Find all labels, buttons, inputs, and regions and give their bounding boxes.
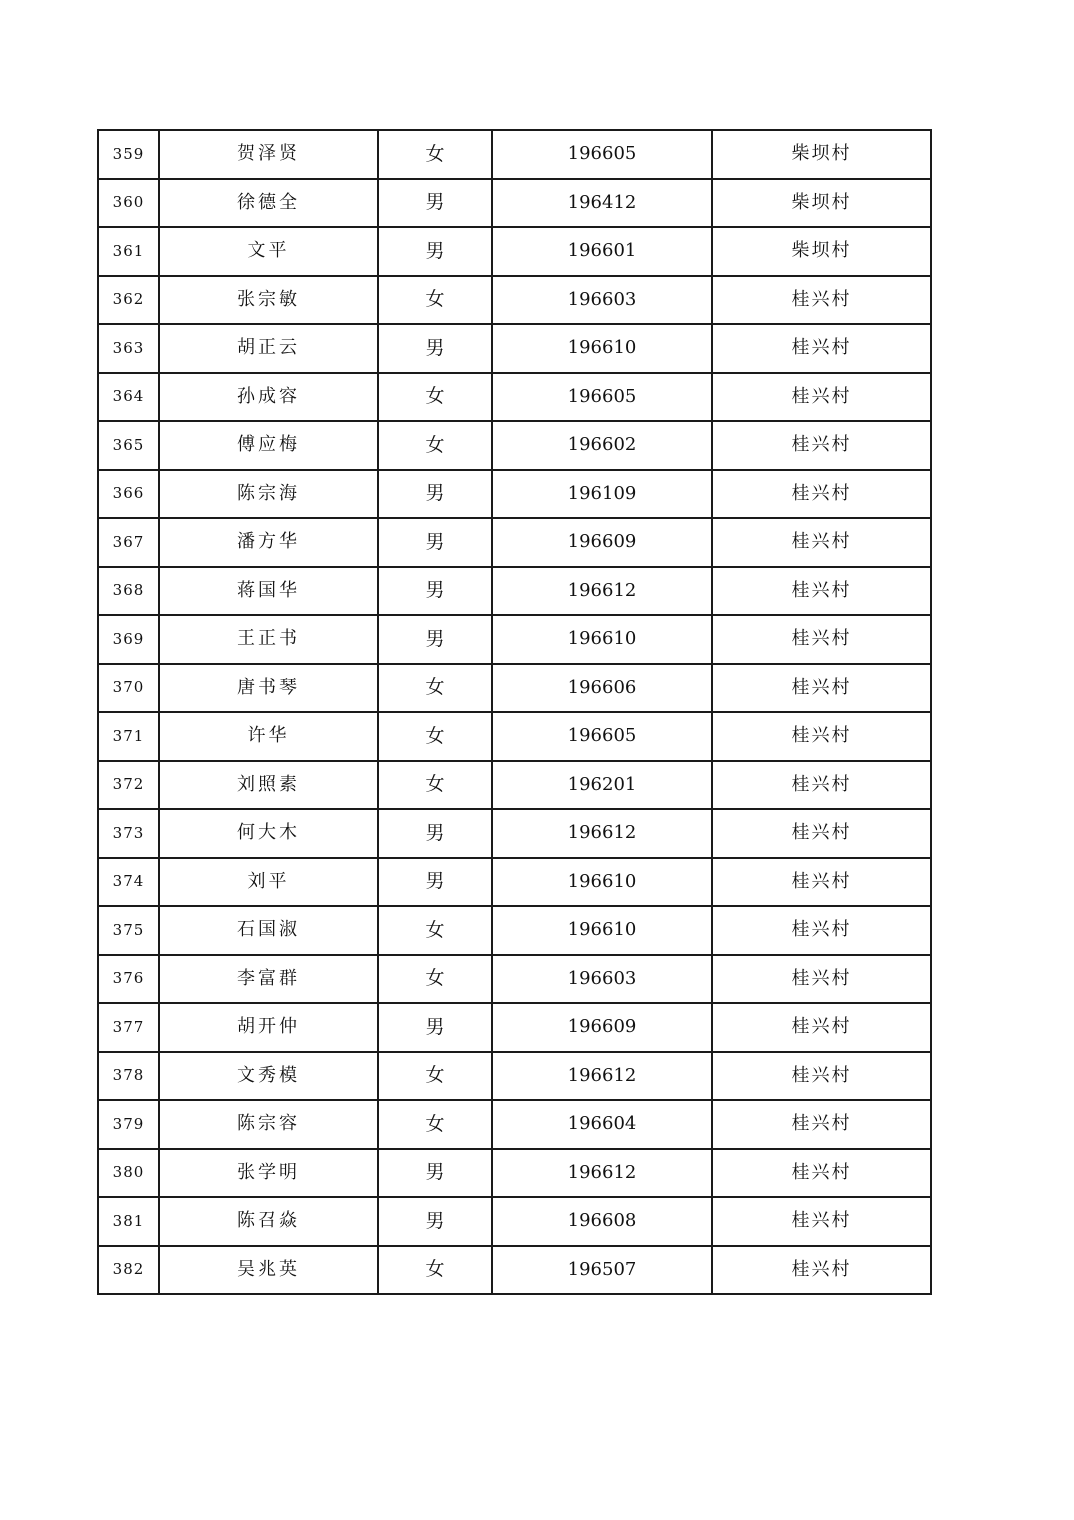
table-row bbox=[98, 470, 931, 519]
gender-cell: 女 bbox=[378, 1052, 492, 1101]
row-number-cell: 377 bbox=[98, 1003, 159, 1052]
village-cell: 桂兴村 bbox=[712, 955, 931, 1004]
birth-date-cell: 196612 bbox=[492, 1149, 712, 1198]
table-row bbox=[98, 615, 931, 664]
gender-cell: 女 bbox=[378, 130, 492, 179]
table-row bbox=[98, 712, 931, 761]
name-cell: 贺泽贤 bbox=[159, 130, 378, 179]
village-cell: 柴坝村 bbox=[712, 179, 931, 228]
row-number-cell: 379 bbox=[98, 1100, 159, 1149]
table-row bbox=[98, 421, 931, 470]
gender-cell: 男 bbox=[378, 518, 492, 567]
village-cell: 桂兴村 bbox=[712, 761, 931, 810]
gender-cell: 男 bbox=[378, 324, 492, 373]
row-number-cell: 375 bbox=[98, 906, 159, 955]
birth-date-cell: 196610 bbox=[492, 324, 712, 373]
village-cell: 桂兴村 bbox=[712, 1003, 931, 1052]
roster-table bbox=[97, 129, 932, 1295]
row-number-cell: 368 bbox=[98, 567, 159, 616]
name-cell: 蒋国华 bbox=[159, 567, 378, 616]
gender-cell: 男 bbox=[378, 1197, 492, 1246]
village-cell: 柴坝村 bbox=[712, 130, 931, 179]
row-number-cell: 376 bbox=[98, 955, 159, 1004]
name-cell: 王正书 bbox=[159, 615, 378, 664]
table-row bbox=[98, 1100, 931, 1149]
birth-date-cell: 196109 bbox=[492, 470, 712, 519]
table-row bbox=[98, 809, 931, 858]
village-cell: 桂兴村 bbox=[712, 421, 931, 470]
birth-date-cell: 196610 bbox=[492, 906, 712, 955]
gender-cell: 男 bbox=[378, 470, 492, 519]
gender-cell: 女 bbox=[378, 1100, 492, 1149]
village-cell: 桂兴村 bbox=[712, 1149, 931, 1198]
row-number-cell: 363 bbox=[98, 324, 159, 373]
table-row bbox=[98, 130, 931, 179]
birth-date-cell: 196605 bbox=[492, 712, 712, 761]
birth-date-cell: 196412 bbox=[492, 179, 712, 228]
village-cell: 桂兴村 bbox=[712, 373, 931, 422]
row-number-cell: 361 bbox=[98, 227, 159, 276]
row-number-cell: 378 bbox=[98, 1052, 159, 1101]
name-cell: 张宗敏 bbox=[159, 276, 378, 325]
row-number-cell: 365 bbox=[98, 421, 159, 470]
row-number-cell: 371 bbox=[98, 712, 159, 761]
roster-sheet bbox=[97, 129, 930, 1295]
birth-date-cell: 196610 bbox=[492, 858, 712, 907]
name-cell: 陈宗海 bbox=[159, 470, 378, 519]
name-cell: 胡开仲 bbox=[159, 1003, 378, 1052]
name-cell: 刘照素 bbox=[159, 761, 378, 810]
name-cell: 许华 bbox=[159, 712, 378, 761]
row-number-cell: 364 bbox=[98, 373, 159, 422]
village-cell: 桂兴村 bbox=[712, 858, 931, 907]
name-cell: 孙成容 bbox=[159, 373, 378, 422]
name-cell: 张学明 bbox=[159, 1149, 378, 1198]
village-cell: 桂兴村 bbox=[712, 518, 931, 567]
roster-table-body bbox=[98, 130, 931, 1294]
birth-date-cell: 196609 bbox=[492, 1003, 712, 1052]
row-number-cell: 362 bbox=[98, 276, 159, 325]
birth-date-cell: 196612 bbox=[492, 567, 712, 616]
gender-cell: 男 bbox=[378, 615, 492, 664]
village-cell: 桂兴村 bbox=[712, 712, 931, 761]
gender-cell: 女 bbox=[378, 373, 492, 422]
name-cell: 文平 bbox=[159, 227, 378, 276]
table-row bbox=[98, 906, 931, 955]
birth-date-cell: 196605 bbox=[492, 373, 712, 422]
name-cell: 陈召焱 bbox=[159, 1197, 378, 1246]
table-row bbox=[98, 955, 931, 1004]
village-cell: 桂兴村 bbox=[712, 664, 931, 713]
village-cell: 桂兴村 bbox=[712, 1246, 931, 1295]
row-number-cell: 382 bbox=[98, 1246, 159, 1295]
table-row bbox=[98, 761, 931, 810]
gender-cell: 男 bbox=[378, 858, 492, 907]
birth-date-cell: 196612 bbox=[492, 809, 712, 858]
birth-date-cell: 196605 bbox=[492, 130, 712, 179]
row-number-cell: 369 bbox=[98, 615, 159, 664]
table-row bbox=[98, 1246, 931, 1295]
village-cell: 桂兴村 bbox=[712, 809, 931, 858]
village-cell: 桂兴村 bbox=[712, 1197, 931, 1246]
table-row bbox=[98, 1052, 931, 1101]
name-cell: 刘平 bbox=[159, 858, 378, 907]
birth-date-cell: 196603 bbox=[492, 955, 712, 1004]
birth-date-cell: 196601 bbox=[492, 227, 712, 276]
gender-cell: 男 bbox=[378, 1003, 492, 1052]
row-number-cell: 367 bbox=[98, 518, 159, 567]
name-cell: 胡正云 bbox=[159, 324, 378, 373]
table-row bbox=[98, 324, 931, 373]
name-cell: 吴兆英 bbox=[159, 1246, 378, 1295]
village-cell: 桂兴村 bbox=[712, 1052, 931, 1101]
table-row bbox=[98, 1003, 931, 1052]
village-cell: 桂兴村 bbox=[712, 615, 931, 664]
name-cell: 潘方华 bbox=[159, 518, 378, 567]
row-number-cell: 380 bbox=[98, 1149, 159, 1198]
table-row bbox=[98, 518, 931, 567]
table-row bbox=[98, 227, 931, 276]
gender-cell: 女 bbox=[378, 761, 492, 810]
name-cell: 陈宗容 bbox=[159, 1100, 378, 1149]
table-row bbox=[98, 276, 931, 325]
row-number-cell: 381 bbox=[98, 1197, 159, 1246]
name-cell: 石国淑 bbox=[159, 906, 378, 955]
village-cell: 桂兴村 bbox=[712, 906, 931, 955]
row-number-cell: 370 bbox=[98, 664, 159, 713]
row-number-cell: 360 bbox=[98, 179, 159, 228]
table-row bbox=[98, 1197, 931, 1246]
table-row bbox=[98, 664, 931, 713]
gender-cell: 男 bbox=[378, 227, 492, 276]
gender-cell: 男 bbox=[378, 1149, 492, 1198]
row-number-cell: 374 bbox=[98, 858, 159, 907]
gender-cell: 女 bbox=[378, 712, 492, 761]
table-row bbox=[98, 567, 931, 616]
village-cell: 桂兴村 bbox=[712, 1100, 931, 1149]
row-number-cell: 359 bbox=[98, 130, 159, 179]
village-cell: 柴坝村 bbox=[712, 227, 931, 276]
row-number-cell: 372 bbox=[98, 761, 159, 810]
birth-date-cell: 196608 bbox=[492, 1197, 712, 1246]
gender-cell: 女 bbox=[378, 1246, 492, 1295]
birth-date-cell: 196507 bbox=[492, 1246, 712, 1295]
name-cell: 李富群 bbox=[159, 955, 378, 1004]
table-row bbox=[98, 858, 931, 907]
name-cell: 徐德全 bbox=[159, 179, 378, 228]
village-cell: 桂兴村 bbox=[712, 567, 931, 616]
name-cell: 傅应梅 bbox=[159, 421, 378, 470]
village-cell: 桂兴村 bbox=[712, 470, 931, 519]
birth-date-cell: 196201 bbox=[492, 761, 712, 810]
name-cell: 文秀模 bbox=[159, 1052, 378, 1101]
gender-cell: 男 bbox=[378, 567, 492, 616]
gender-cell: 女 bbox=[378, 421, 492, 470]
village-cell: 桂兴村 bbox=[712, 276, 931, 325]
gender-cell: 女 bbox=[378, 664, 492, 713]
birth-date-cell: 196609 bbox=[492, 518, 712, 567]
gender-cell: 女 bbox=[378, 955, 492, 1004]
birth-date-cell: 196612 bbox=[492, 1052, 712, 1101]
gender-cell: 女 bbox=[378, 906, 492, 955]
row-number-cell: 366 bbox=[98, 470, 159, 519]
name-cell: 唐书琴 bbox=[159, 664, 378, 713]
birth-date-cell: 196604 bbox=[492, 1100, 712, 1149]
table-row bbox=[98, 373, 931, 422]
gender-cell: 女 bbox=[378, 276, 492, 325]
gender-cell: 男 bbox=[378, 809, 492, 858]
village-cell: 桂兴村 bbox=[712, 324, 931, 373]
birth-date-cell: 196602 bbox=[492, 421, 712, 470]
birth-date-cell: 196606 bbox=[492, 664, 712, 713]
birth-date-cell: 196603 bbox=[492, 276, 712, 325]
name-cell: 何大木 bbox=[159, 809, 378, 858]
birth-date-cell: 196610 bbox=[492, 615, 712, 664]
gender-cell: 男 bbox=[378, 179, 492, 228]
table-row bbox=[98, 1149, 931, 1198]
row-number-cell: 373 bbox=[98, 809, 159, 858]
table-row bbox=[98, 179, 931, 228]
